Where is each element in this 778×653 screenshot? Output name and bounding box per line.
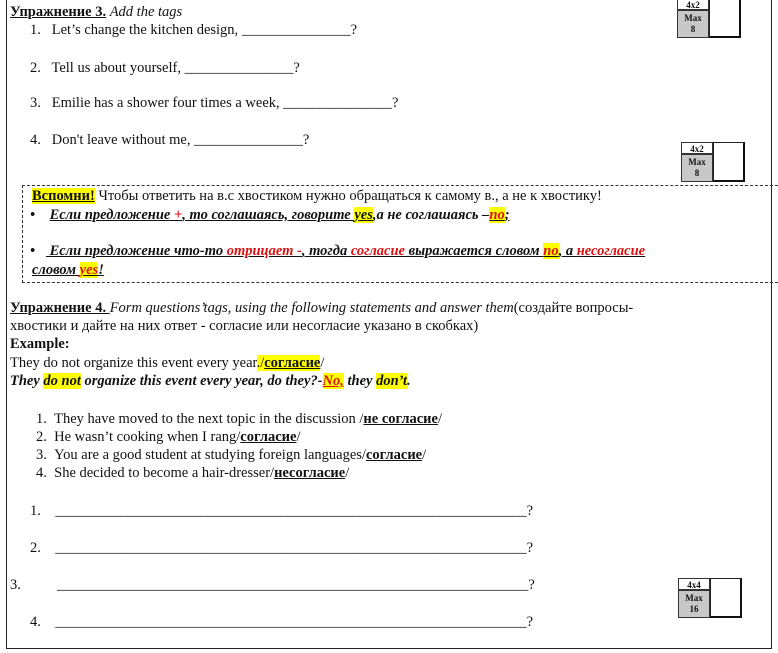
ex3-item-3 bbox=[30, 95, 398, 112]
item-number: 2. bbox=[30, 60, 41, 76]
answer-line-2: 2. _________________________________________________________________? bbox=[30, 540, 534, 556]
item-text: Tell us about yourself, bbox=[51, 60, 181, 76]
reminder-rule-1: • Если предложение +, то соглашаясь, говорите yes,а не соглашаясь –no; bbox=[30, 207, 510, 223]
answer-line-1: 1. _________________________________________________________________? bbox=[30, 503, 534, 519]
reminder-rule-2: • Если предложение что-то отрицает -, тогда согласие выражается словом no, а несогласие bbox=[30, 243, 646, 259]
ex4-heading bbox=[10, 300, 633, 317]
ex4-item-2: 2. He wasn’t cooking when I rang/согласие/ bbox=[36, 429, 301, 445]
answer-blank[interactable]: _________________________________________________________________ bbox=[55, 614, 527, 630]
ex3-item-4 bbox=[30, 132, 309, 149]
ex4-instruction-ru-2: хвостики и дайте на них ответ - согласие или несогласие указано в скобках) bbox=[10, 318, 479, 334]
score-max: Max 16 bbox=[678, 590, 710, 618]
question-mark: ? bbox=[293, 60, 300, 76]
item-text: Emilie has a shower four times a week, bbox=[51, 95, 280, 111]
ex4-item-3: 3. You are a good student at studying foreign languages/согласие/ bbox=[36, 447, 427, 463]
answer-blank[interactable]: _______________ bbox=[283, 95, 393, 111]
question-mark: ? bbox=[350, 22, 357, 38]
answer-line-4: 4. _________________________________________________________________? bbox=[30, 614, 534, 630]
example-answer: They do not organize this event every year, do they?-No, they don’t. bbox=[10, 373, 411, 389]
ex3-item-2 bbox=[30, 60, 300, 77]
answer-blank[interactable]: _______________ bbox=[184, 60, 294, 76]
example-label: Example: bbox=[10, 336, 70, 352]
answer-blank[interactable]: _________________________________________________________________ bbox=[57, 577, 529, 593]
example-statement: They do not organize this event every year./согласие/ bbox=[10, 355, 325, 371]
item-text: Don't leave without me, bbox=[51, 132, 191, 148]
reminder-rule-2-cont: словом yes! bbox=[32, 262, 104, 278]
reminder-label: Вспомни! bbox=[32, 188, 95, 204]
bullet: • bbox=[30, 243, 36, 259]
score-box-ex4 bbox=[678, 578, 742, 620]
answer-line-3: 3. _________________________________________________________________? bbox=[10, 577, 535, 593]
ex3-item-1 bbox=[30, 22, 357, 39]
reminder-intro bbox=[32, 188, 602, 205]
ex3-heading bbox=[10, 4, 182, 21]
item-number: 3. bbox=[30, 95, 41, 111]
score-max: Max 8 bbox=[677, 10, 709, 38]
question-mark: ? bbox=[392, 95, 399, 111]
question-mark: ? bbox=[302, 132, 310, 148]
score-ratio: 4x2 bbox=[681, 142, 713, 154]
ex3-title: Упражнение 3. bbox=[10, 4, 107, 20]
ex3-subtitle: Add the tags bbox=[109, 4, 183, 20]
item-text: Let’s change the kitchen design, bbox=[51, 22, 239, 38]
score-input[interactable] bbox=[709, 0, 741, 38]
bullet: • bbox=[30, 207, 36, 223]
score-box-ex3 bbox=[681, 142, 745, 184]
score-input[interactable] bbox=[710, 578, 742, 618]
item-number: 4. bbox=[30, 132, 41, 148]
ex4-item-1: 1. They have moved to the next topic in the discussion /не согласие/ bbox=[36, 411, 442, 427]
ex4-instruction-ru: (создайте вопросы- bbox=[513, 300, 634, 316]
score-ratio: 4x2 bbox=[677, 0, 709, 10]
ex4-title: Упражнение 4. bbox=[10, 300, 110, 316]
answer-blank[interactable]: _________________________________________________________________ bbox=[55, 540, 527, 556]
score-input[interactable] bbox=[713, 142, 745, 182]
answer-blank[interactable]: _______________ bbox=[194, 132, 303, 148]
score-box-ex3-top bbox=[677, 0, 741, 40]
score-max: Max 8 bbox=[681, 154, 713, 182]
score-ratio: 4x4 bbox=[678, 578, 710, 590]
answer-blank[interactable]: _______________ bbox=[241, 22, 351, 38]
ex4-item-4: 4. She decided to become a hair-dresser/несогласие/ bbox=[36, 465, 350, 481]
item-number: 1. bbox=[30, 22, 41, 38]
answer-blank[interactable]: _________________________________________________________________ bbox=[55, 503, 527, 519]
reminder-text: Чтобы ответить на в.с хвостиком нужно обращаться к самому в., а не к хвостику! bbox=[94, 188, 602, 204]
ex4-instruction-en: Form questions’tags, using the following statements and answer them bbox=[109, 300, 514, 316]
